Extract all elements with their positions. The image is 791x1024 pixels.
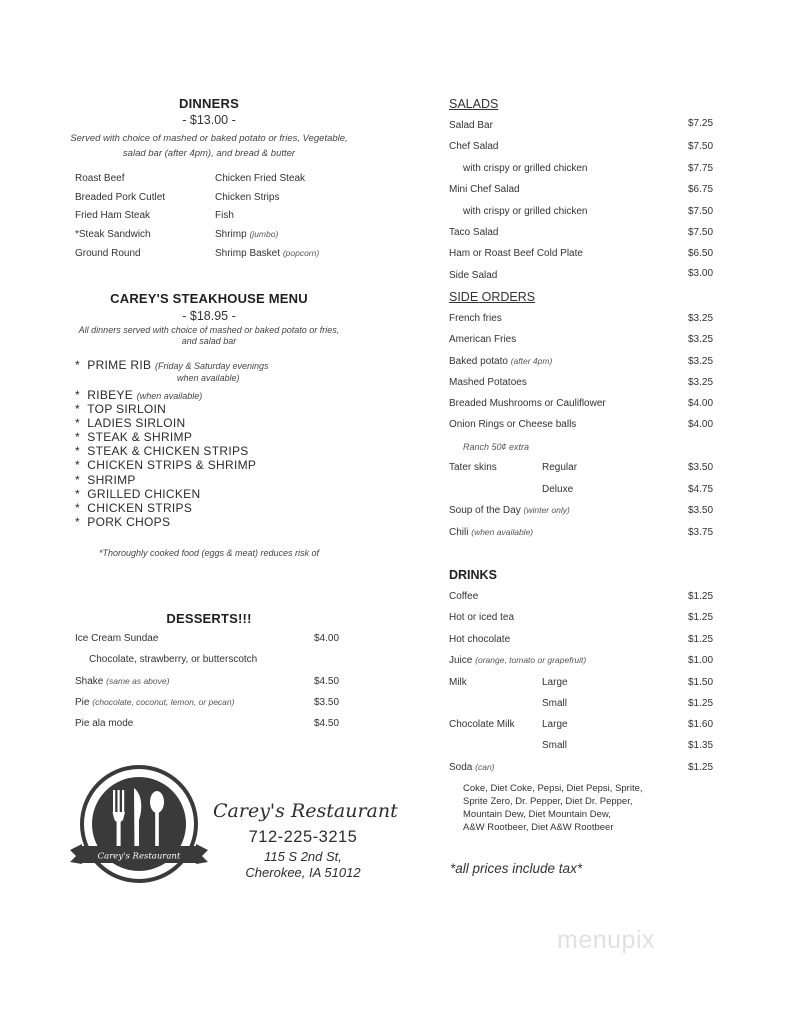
salad-price: $7.50 <box>688 206 714 217</box>
dessert-item: Chocolate, strawberry, or butterscotch <box>89 654 258 665</box>
side-size: Deluxe <box>542 484 574 495</box>
restaurant-address-city: Cherokee, IA 51012 <box>245 865 361 880</box>
bullet-star: * <box>75 487 80 501</box>
side-price: $3.50 <box>688 505 714 516</box>
side-item: Tater skins <box>449 462 497 473</box>
steak-item-name: CHICKEN STRIPS <box>87 501 193 515</box>
steakhouse-title: CAREY'S STEAKHOUSE MENU <box>110 291 308 306</box>
salad-item: Ham or Roast Beef Cold Plate <box>449 248 583 259</box>
dessert-item: Pie ala mode <box>75 718 134 729</box>
salad-price: $7.50 <box>688 227 714 238</box>
logo-banner-text: Carey's Restaurant <box>97 851 181 862</box>
bullet-star: * <box>75 473 80 487</box>
desserts-title: DESSERTS!!! <box>166 611 252 626</box>
bullet-star: * <box>75 358 80 372</box>
drink-size: Small <box>542 698 568 709</box>
drink-price: $1.25 <box>688 762 714 773</box>
ranch-note: Ranch 50¢ extra <box>463 442 530 452</box>
salad-price: $6.50 <box>688 248 714 259</box>
steak-item-name: STEAK & SHRIMP <box>87 430 193 444</box>
dinner-item-name: Shrimp Basket <box>215 248 281 259</box>
dinners-description: Served with choice of mashed or baked potato or fries, Vegetable, salad bar (after 4pm), and bread & butter <box>70 133 348 159</box>
steak-item-name: GRILLED CHICKEN <box>87 487 201 501</box>
side-size: Regular <box>542 462 578 473</box>
dinners-price: - $13.00 - <box>182 113 236 127</box>
side-item-note: (when available) <box>471 527 534 537</box>
side-price: $3.25 <box>688 334 714 345</box>
drink-price: $1.60 <box>688 719 714 730</box>
drink-item-name: Juice <box>449 655 473 666</box>
dinner-item: Fried Ham Steak <box>75 210 151 221</box>
watermark-logo: menupix <box>557 926 655 954</box>
dinner-item: Chicken Fried Steak <box>215 173 306 184</box>
bullet-star: * <box>75 501 80 515</box>
dessert-price: $3.50 <box>314 697 340 708</box>
food-safety-disclaimer: *Thoroughly cooked food (eggs & meat) reduces risk of <box>98 548 320 558</box>
side-price: $4.00 <box>688 419 714 430</box>
salad-price: $7.25 <box>688 118 714 129</box>
side-price: $3.75 <box>688 527 714 538</box>
bullet-star: * <box>75 430 80 444</box>
drink-price: $1.00 <box>688 655 714 666</box>
dinner-item: Ground Round <box>75 248 141 259</box>
side-price: $3.25 <box>688 356 714 367</box>
salad-item: with crispy or grilled chicken <box>463 206 588 217</box>
dessert-item-note: (chocolate, coconut, lemon, or pecan) <box>92 697 235 707</box>
dinner-item-name: Shrimp <box>215 229 247 240</box>
drink-item-note: (orange, tomato or grapefruit) <box>475 655 587 665</box>
dinner-item-note: (jumbo) <box>249 229 279 239</box>
drink-price: $1.50 <box>688 677 714 688</box>
side-price: $3.25 <box>688 313 714 324</box>
salad-price: $7.50 <box>688 141 714 152</box>
bullet-star: * <box>75 416 80 430</box>
salad-item: Side Salad <box>449 270 498 281</box>
bullet-star: * <box>75 402 80 416</box>
side-price: $3.25 <box>688 377 714 388</box>
side-item-name: Soup of the Day <box>449 505 521 516</box>
steak-item-name: LADIES SIRLOIN <box>87 416 186 430</box>
side-price: $3.50 <box>688 462 714 473</box>
salad-item: Mini Chef Salad <box>449 184 520 195</box>
drink-price: $1.25 <box>688 591 714 602</box>
salad-item: with crispy or grilled chicken <box>463 163 588 174</box>
side-price: $4.00 <box>688 398 714 409</box>
side-item: American Fries <box>449 334 517 345</box>
dessert-item-note: (same as above) <box>106 676 170 686</box>
bullet-star: * <box>75 388 80 402</box>
drink-price: $1.25 <box>688 634 714 645</box>
side-item-name: Baked potato <box>449 356 508 367</box>
salad-price: $3.00 <box>688 268 714 279</box>
drink-item: Milk <box>449 677 467 688</box>
side-item <box>449 356 552 367</box>
soda-flavor-line: Mountain Dew, Diet Mountain Dew, <box>463 809 611 820</box>
steak-item-name: RIBEYE <box>87 388 134 402</box>
soda-flavor-line: A&W Rootbeer, Diet A&W Rootbeer <box>463 822 614 833</box>
salad-price: $6.75 <box>688 184 714 195</box>
side-item: Breaded Mushrooms or Cauliflower <box>449 398 606 409</box>
drink-size: Large <box>542 719 568 730</box>
steak-item-note: when available) <box>177 373 240 383</box>
dinner-item: *Steak Sandwich <box>75 229 151 240</box>
steak-item-name: CHICKEN STRIPS & SHRIMP <box>87 458 257 472</box>
drink-item-name: Soda <box>449 762 473 773</box>
dessert-price: $4.50 <box>314 676 340 687</box>
drink-size: Small <box>542 740 568 751</box>
drinks-title: DRINKS <box>449 568 497 582</box>
restaurant-name: Carey's Restaurant <box>213 800 398 822</box>
salad-item: Chef Salad <box>449 141 499 152</box>
dinner-item: Breaded Pork Cutlet <box>75 192 166 203</box>
drink-item: Coffee <box>449 591 479 602</box>
soda-flavor-line: Sprite Zero, Dr. Pepper, Diet Dr. Pepper, <box>463 796 633 807</box>
dinner-item: Fish <box>215 210 234 221</box>
tax-note: *all prices include tax* <box>450 861 583 876</box>
side-item: French fries <box>449 313 502 324</box>
drink-price: $1.25 <box>688 612 714 623</box>
salad-item: Salad Bar <box>449 120 493 131</box>
steak-item-note: (when available) <box>136 391 203 401</box>
salads-title: SALADS <box>449 97 499 111</box>
salad-item: Taco Salad <box>449 227 499 238</box>
dinner-item: Roast Beef <box>75 173 125 184</box>
dinners-title: DINNERS <box>179 96 239 111</box>
dessert-item: Ice Cream Sundae <box>75 633 159 644</box>
restaurant-address-street: 115 S 2nd St, <box>264 849 342 864</box>
steak-item-note: (Friday & Saturday evenings <box>154 361 269 371</box>
dessert-item-name: Shake <box>75 676 104 687</box>
steakhouse-price: - $18.95 - <box>182 309 236 323</box>
drink-price: $1.25 <box>688 698 714 709</box>
drink-item <box>449 762 495 773</box>
dinner-item-note: (popcorn) <box>282 248 320 258</box>
side-item: Onion Rings or Cheese balls <box>449 419 577 430</box>
drink-size: Large <box>542 677 568 688</box>
drink-price: $1.35 <box>688 740 714 751</box>
drink-item: Chocolate Milk <box>449 719 515 730</box>
dessert-price: $4.50 <box>314 718 340 729</box>
dessert-item-name: Pie <box>75 697 90 708</box>
side-item <box>449 505 570 516</box>
steak-item-name: TOP SIRLOIN <box>87 402 167 416</box>
steakhouse-description: All dinners served with choice of mashed or baked potato or fries, and salad bar <box>78 325 340 346</box>
side-orders-title: SIDE ORDERS <box>449 290 536 304</box>
dinner-item: Chicken Strips <box>215 192 280 203</box>
side-item <box>449 527 533 538</box>
drink-item-note: (can) <box>475 762 495 772</box>
drink-item: Hot chocolate <box>449 634 511 645</box>
drink-item: Hot or iced tea <box>449 612 515 623</box>
restaurant-phone: 712-225-3215 <box>248 828 358 846</box>
side-item-note: (after 4pm) <box>510 356 553 366</box>
side-item: Mashed Potatoes <box>449 377 527 388</box>
side-item-name: Chili <box>449 527 469 538</box>
side-item-note: (winter only) <box>523 505 570 515</box>
soda-flavor-line: Coke, Diet Coke, Pepsi, Diet Pepsi, Sprite, <box>463 783 643 794</box>
drink-item <box>449 655 586 666</box>
steak-item-name: SHRIMP <box>87 473 136 487</box>
side-price: $4.75 <box>688 484 714 495</box>
salad-price: $7.75 <box>688 163 714 174</box>
steak-item-name: PORK CHOPS <box>87 515 171 529</box>
bullet-star: * <box>75 515 80 529</box>
bullet-star: * <box>75 444 80 458</box>
steak-item-name: STEAK & CHICKEN STRIPS <box>87 444 249 458</box>
dessert-price: $4.00 <box>314 633 340 644</box>
steak-item-name: PRIME RIB <box>87 358 152 372</box>
bullet-star: * <box>75 458 80 472</box>
